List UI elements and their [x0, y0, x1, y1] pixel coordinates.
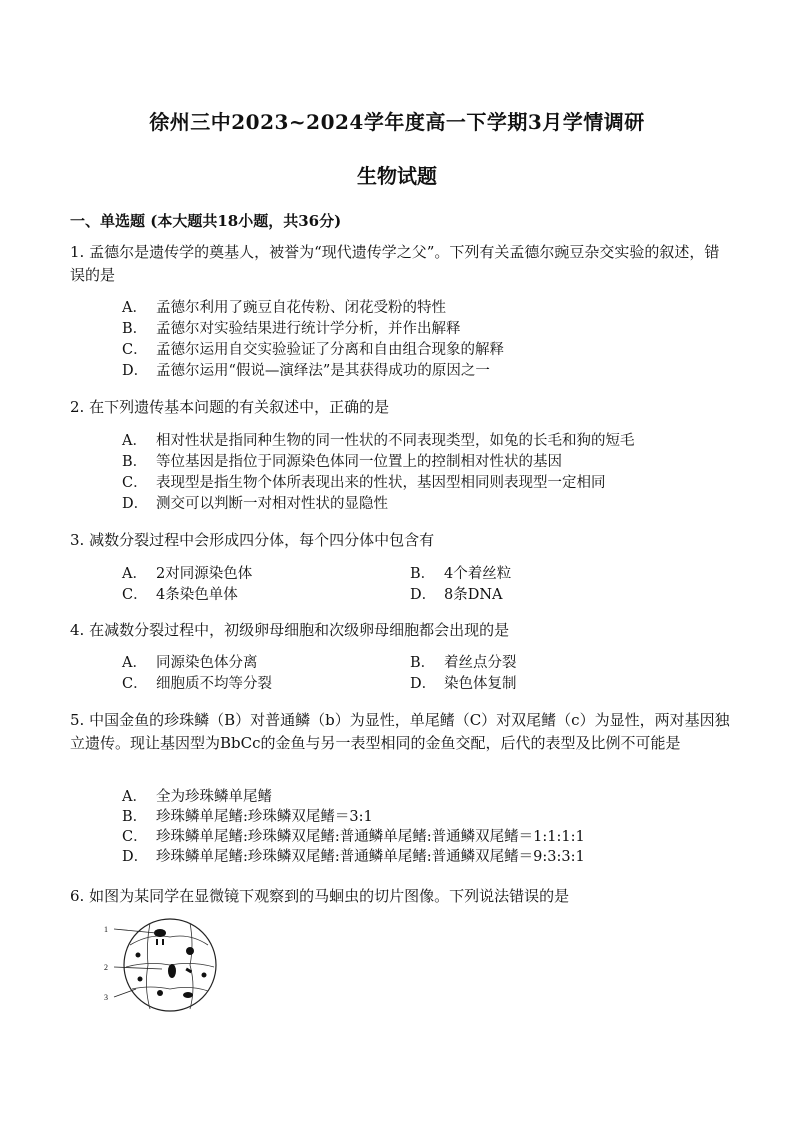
option-text: 同源染色体分离 [156, 655, 258, 671]
option-2c[interactable] [122, 473, 606, 493]
option-letter: B． [122, 809, 148, 825]
option-2d[interactable] [122, 494, 388, 514]
page-title: 徐州三中2023~2024学年度高一下学期3月学情调研 [149, 110, 645, 134]
option-letter: A． [122, 566, 147, 582]
option-letter: C． [122, 587, 148, 603]
figure-label-1: 1 [104, 925, 108, 934]
option-text: 染色体复制 [444, 676, 517, 692]
option-text: 2对同源染色体 [156, 566, 253, 582]
option-3a[interactable] [122, 564, 252, 584]
question-2-stem: 2. 在下列遗传基本问题的有关叙述中，正确的是 [70, 398, 390, 416]
option-text: 孟德尔利用了豌豆自花传粉、闭花受粉的特性 [156, 300, 446, 316]
option-text: 着丝点分裂 [444, 655, 517, 671]
option-letter: A． [122, 300, 147, 316]
figure-label-3: 3 [104, 993, 108, 1002]
option-letter: C． [122, 829, 148, 845]
option-letter: A． [122, 655, 147, 671]
option-text: 孟德尔运用“假说—演绎法”是其获得成功的原因之一 [156, 363, 490, 379]
option-letter: D． [122, 363, 149, 379]
option-2b[interactable] [122, 452, 562, 472]
option-text: 相对性状是指同种生物的同一性状的不同表现类型，如兔的长毛和狗的短毛 [156, 433, 635, 449]
page-subtitle: 生物试题 [357, 164, 437, 188]
option-text: 孟德尔对实验结果进行统计学分析，并作出解释 [156, 321, 461, 337]
option-letter: B． [122, 454, 148, 470]
question-5-stem: 5. 中国金鱼的珍珠鳞（B）对普通鳞（b）为显性，单尾鳍（C）对双尾鳍（c）为显性，两对基因独立遗传。现让基因型为BbCc的金鱼与另一表型相同的金鱼交配，后代的表型及比例不可能是 [70, 711, 730, 752]
option-3b[interactable] [410, 564, 511, 584]
option-letter: C． [122, 342, 148, 358]
option-letter: C． [122, 475, 148, 491]
option-5d[interactable] [122, 847, 585, 867]
question-3-stem: 3. 减数分裂过程中会形成四分体，每个四分体中包含有 [70, 531, 435, 549]
option-1c[interactable] [122, 340, 504, 360]
option-letter: D． [410, 587, 437, 603]
option-4b[interactable] [410, 653, 517, 673]
question-6-stem: 6. 如图为某同学在显微镜下观察到的马蛔虫的切片图像。下列说法错误的是 [70, 887, 570, 905]
microscope-figure [100, 915, 230, 1015]
option-3d[interactable] [410, 585, 503, 605]
option-text: 孟德尔运用自交实验验证了分离和自由组合现象的解释 [156, 342, 504, 358]
option-letter: D． [122, 849, 149, 865]
option-text: 表现型是指生物个体所表现出来的性状，基因型相同则表现型一定相同 [156, 475, 606, 491]
option-text: 8条DNA [444, 587, 503, 603]
option-4c[interactable] [122, 674, 272, 694]
option-text: 珍珠鳞单尾鳍:珍珠鳞双尾鳍:普通鳞单尾鳍:普通鳞双尾鳍＝1:1:1:1 [156, 829, 585, 845]
question-1-stem: 1. 孟德尔是遗传学的奠基人，被誉为“现代遗传学之父”。下列有关孟德尔豌豆杂交实验的叙述，错误的是 [70, 243, 720, 284]
option-letter: C． [122, 676, 148, 692]
option-letter: A． [122, 789, 147, 805]
section-heading: 一、单选题 (本大题共18小题，共36分) [70, 212, 342, 230]
option-text: 4个着丝粒 [444, 566, 512, 582]
option-text: 珍珠鳞单尾鳍:珍珠鳞双尾鳍:普通鳞单尾鳍:普通鳞双尾鳍＝9:3:3:1 [156, 849, 585, 865]
option-letter: D． [410, 676, 437, 692]
option-4d[interactable] [410, 674, 517, 694]
option-letter: B． [410, 655, 436, 671]
option-text: 测交可以判断一对相对性状的显隐性 [156, 496, 388, 512]
option-1a[interactable] [122, 298, 446, 318]
option-letter: B． [410, 566, 436, 582]
option-letter: A． [122, 433, 147, 449]
option-3c[interactable] [122, 585, 238, 605]
option-letter: D． [122, 496, 149, 512]
option-5b[interactable] [122, 807, 373, 827]
option-4a[interactable] [122, 653, 258, 673]
question-4-stem: 4. 在减数分裂过程中，初级卵母细胞和次级卵母细胞都会出现的是 [70, 621, 510, 639]
option-1d[interactable] [122, 361, 490, 381]
option-1b[interactable] [122, 319, 461, 339]
option-letter: B． [122, 321, 148, 337]
option-text: 珍珠鳞单尾鳍:珍珠鳞双尾鳍＝3:1 [156, 809, 373, 825]
option-text: 全为珍珠鳞单尾鳍 [156, 789, 272, 805]
option-5a[interactable] [122, 787, 272, 807]
figure-label-2: 2 [104, 963, 108, 972]
option-text: 等位基因是指位于同源染色体同一位置上的控制相对性状的基因 [156, 454, 562, 470]
option-2a[interactable] [122, 431, 635, 451]
option-text: 细胞质不均等分裂 [156, 676, 272, 692]
option-text: 4条染色单体 [156, 587, 238, 603]
option-5c[interactable] [122, 827, 585, 847]
